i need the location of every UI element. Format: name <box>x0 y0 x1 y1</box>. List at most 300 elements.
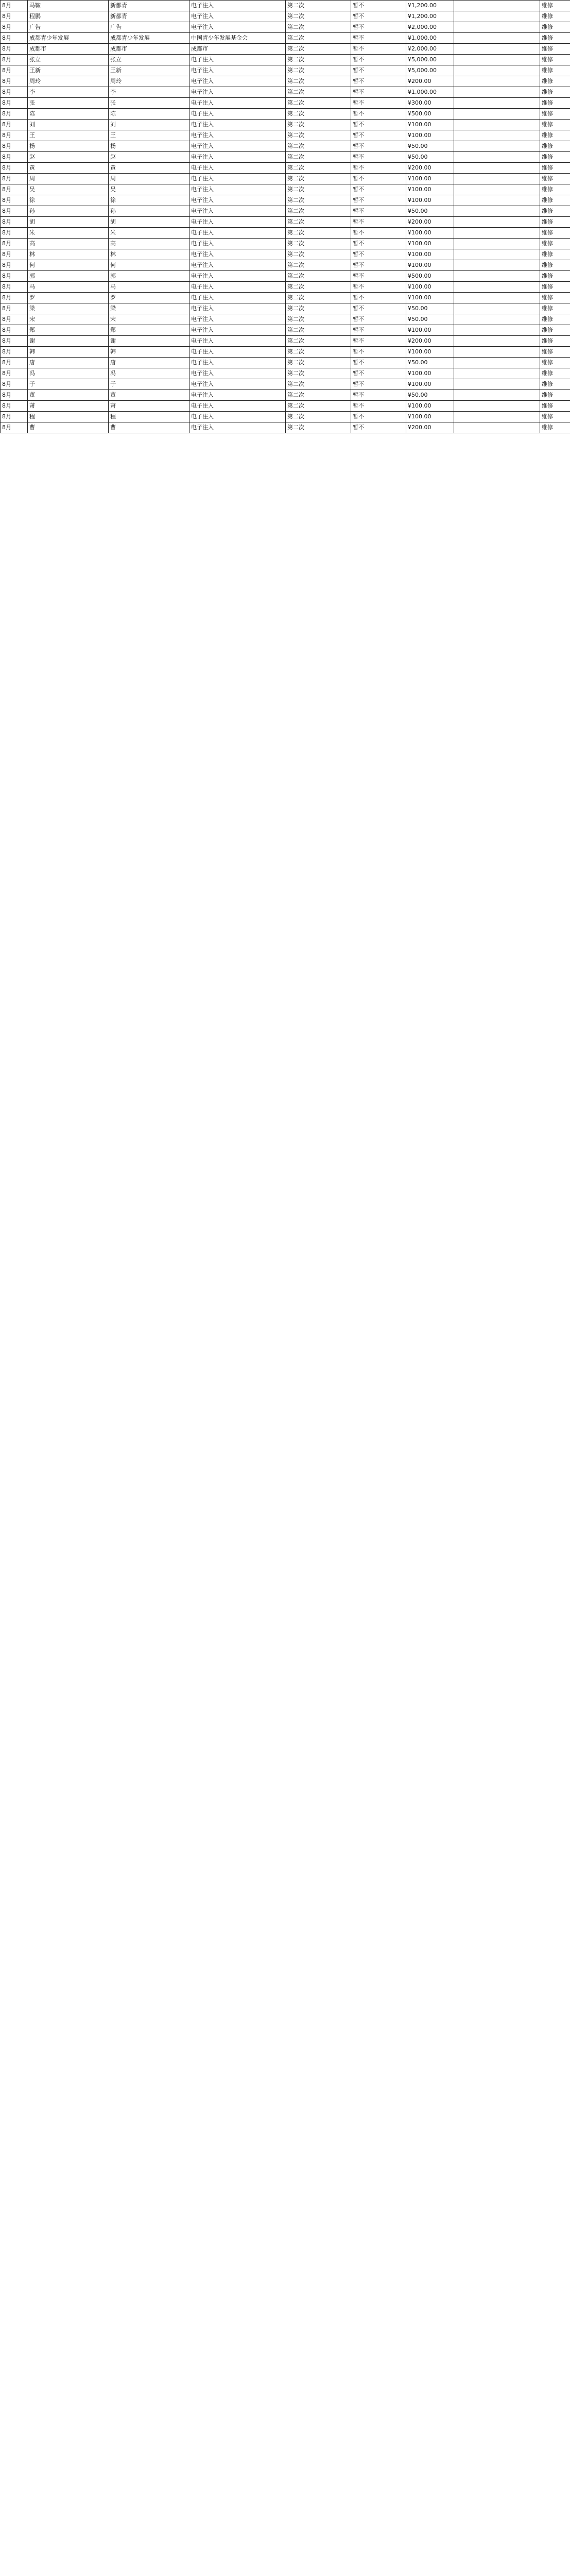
cell-batch: 第二次 <box>286 422 351 433</box>
cell-category: 维修 <box>540 174 570 184</box>
cell-status: 暂不 <box>351 228 406 239</box>
cell-amount: ¥100.00 <box>406 130 454 141</box>
cell-month: 8月 <box>1 22 28 33</box>
cell-amount: ¥1,000.00 <box>406 87 454 98</box>
cell-batch: 第二次 <box>286 120 351 130</box>
cell-status: 暂不 <box>351 76 406 87</box>
cell-project: 电子注入 <box>189 120 286 130</box>
table-row <box>1 98 570 109</box>
cell-status: 暂不 <box>351 271 406 282</box>
cell-batch: 第二次 <box>286 271 351 282</box>
cell-status: 暂不 <box>351 152 406 163</box>
cell-month: 8月 <box>1 33 28 44</box>
cell-status: 暂不 <box>351 33 406 44</box>
cell-unit: 孙 <box>109 206 189 217</box>
cell-category: 维修 <box>540 314 570 325</box>
table-row <box>1 22 570 33</box>
cell-month: 8月 <box>1 163 28 174</box>
cell-unit: 王 <box>109 130 189 141</box>
cell-category: 维修 <box>540 390 570 401</box>
cell-project: 电子注入 <box>189 358 286 368</box>
cell-project: 电子注入 <box>189 390 286 401</box>
cell-project: 电子注入 <box>189 1 286 11</box>
cell-unit: 新都青 <box>109 1 189 11</box>
cell-batch: 第二次 <box>286 44 351 55</box>
cell-amount: ¥200.00 <box>406 422 454 433</box>
cell-batch: 第二次 <box>286 141 351 152</box>
cell-status: 暂不 <box>351 325 406 336</box>
cell-unit: 陈 <box>109 109 189 120</box>
cell-note <box>454 379 540 390</box>
cell-name: 杨 <box>28 141 109 152</box>
cell-category: 维修 <box>540 206 570 217</box>
table-row <box>1 412 570 422</box>
cell-unit: 张 <box>109 98 189 109</box>
cell-batch: 第二次 <box>286 184 351 195</box>
cell-category: 维修 <box>540 98 570 109</box>
cell-amount: ¥50.00 <box>406 390 454 401</box>
table-row <box>1 260 570 271</box>
cell-project: 中国青少年发展基金会 <box>189 33 286 44</box>
cell-note <box>454 325 540 336</box>
cell-month: 8月 <box>1 174 28 184</box>
cell-name: 胡 <box>28 217 109 228</box>
table-row <box>1 303 570 314</box>
cell-note <box>454 130 540 141</box>
cell-month: 8月 <box>1 76 28 87</box>
cell-month: 8月 <box>1 98 28 109</box>
cell-category: 维修 <box>540 217 570 228</box>
cell-unit: 成都市 <box>109 44 189 55</box>
cell-status: 暂不 <box>351 184 406 195</box>
cell-amount: ¥300.00 <box>406 98 454 109</box>
cell-note <box>454 141 540 152</box>
cell-batch: 第二次 <box>286 174 351 184</box>
cell-unit: 周玲 <box>109 76 189 87</box>
cell-name: 张 <box>28 98 109 109</box>
cell-status: 暂不 <box>351 163 406 174</box>
table-row <box>1 325 570 336</box>
cell-note <box>454 55 540 65</box>
cell-status: 暂不 <box>351 358 406 368</box>
cell-status: 暂不 <box>351 130 406 141</box>
cell-project: 电子注入 <box>189 303 286 314</box>
cell-category: 维修 <box>540 401 570 412</box>
table-row <box>1 347 570 358</box>
cell-status: 暂不 <box>351 87 406 98</box>
cell-project: 电子注入 <box>189 87 286 98</box>
cell-category: 维修 <box>540 44 570 55</box>
cell-batch: 第二次 <box>286 282 351 293</box>
cell-amount: ¥100.00 <box>406 174 454 184</box>
cell-project: 电子注入 <box>189 184 286 195</box>
cell-project: 电子注入 <box>189 174 286 184</box>
cell-amount: ¥100.00 <box>406 228 454 239</box>
cell-amount: ¥100.00 <box>406 282 454 293</box>
cell-name: 吴 <box>28 184 109 195</box>
table-row <box>1 336 570 347</box>
cell-unit: 郑 <box>109 325 189 336</box>
cell-batch: 第二次 <box>286 98 351 109</box>
cell-month: 8月 <box>1 44 28 55</box>
cell-category: 维修 <box>540 1 570 11</box>
cell-batch: 第二次 <box>286 228 351 239</box>
cell-batch: 第二次 <box>286 249 351 260</box>
cell-amount: ¥100.00 <box>406 368 454 379</box>
cell-note <box>454 422 540 433</box>
cell-batch: 第二次 <box>286 217 351 228</box>
cell-project: 电子注入 <box>189 228 286 239</box>
cell-name: 孙 <box>28 206 109 217</box>
cell-amount: ¥50.00 <box>406 152 454 163</box>
cell-note <box>454 239 540 249</box>
cell-amount: ¥100.00 <box>406 239 454 249</box>
cell-batch: 第二次 <box>286 336 351 347</box>
cell-batch: 第二次 <box>286 87 351 98</box>
cell-month: 8月 <box>1 239 28 249</box>
cell-category: 维修 <box>540 65 570 76</box>
cell-month: 8月 <box>1 325 28 336</box>
cell-name: 于 <box>28 379 109 390</box>
cell-month: 8月 <box>1 65 28 76</box>
cell-unit: 朱 <box>109 228 189 239</box>
cell-amount: ¥100.00 <box>406 293 454 303</box>
cell-note <box>454 206 540 217</box>
cell-category: 维修 <box>540 271 570 282</box>
ledger-sheet <box>0 0 570 433</box>
cell-category: 维修 <box>540 141 570 152</box>
cell-month: 8月 <box>1 55 28 65</box>
cell-status: 暂不 <box>351 11 406 22</box>
cell-category: 维修 <box>540 76 570 87</box>
cell-amount: ¥200.00 <box>406 163 454 174</box>
cell-month: 8月 <box>1 109 28 120</box>
table-row <box>1 11 570 22</box>
cell-name: 黄 <box>28 163 109 174</box>
cell-unit: 周 <box>109 174 189 184</box>
cell-amount: ¥100.00 <box>406 120 454 130</box>
cell-month: 8月 <box>1 422 28 433</box>
table-row <box>1 293 570 303</box>
cell-month: 8月 <box>1 358 28 368</box>
cell-amount: ¥500.00 <box>406 271 454 282</box>
table-row <box>1 368 570 379</box>
table-row <box>1 109 570 120</box>
cell-status: 暂不 <box>351 109 406 120</box>
cell-name: 郭 <box>28 271 109 282</box>
cell-batch: 第二次 <box>286 314 351 325</box>
cell-status: 暂不 <box>351 314 406 325</box>
cell-amount: ¥200.00 <box>406 336 454 347</box>
cell-batch: 第二次 <box>286 260 351 271</box>
cell-status: 暂不 <box>351 390 406 401</box>
cell-project: 电子注入 <box>189 401 286 412</box>
cell-unit: 梁 <box>109 303 189 314</box>
cell-name: 马鞍 <box>28 1 109 11</box>
table-row <box>1 55 570 65</box>
cell-category: 维修 <box>540 55 570 65</box>
cell-batch: 第二次 <box>286 379 351 390</box>
cell-note <box>454 314 540 325</box>
cell-name: 何 <box>28 260 109 271</box>
cell-category: 维修 <box>540 87 570 98</box>
cell-batch: 第二次 <box>286 368 351 379</box>
cell-note <box>454 293 540 303</box>
cell-unit: 李 <box>109 87 189 98</box>
cell-unit: 张立 <box>109 55 189 65</box>
cell-name: 宋 <box>28 314 109 325</box>
ledger-body <box>1 1 570 433</box>
table-row <box>1 390 570 401</box>
cell-batch: 第二次 <box>286 358 351 368</box>
cell-category: 维修 <box>540 120 570 130</box>
cell-unit: 胡 <box>109 217 189 228</box>
table-row <box>1 195 570 206</box>
cell-month: 8月 <box>1 368 28 379</box>
cell-amount: ¥100.00 <box>406 195 454 206</box>
cell-month: 8月 <box>1 87 28 98</box>
cell-status: 暂不 <box>351 141 406 152</box>
cell-note <box>454 217 540 228</box>
cell-unit: 徐 <box>109 195 189 206</box>
cell-note <box>454 412 540 422</box>
cell-unit: 唐 <box>109 358 189 368</box>
cell-name: 谢 <box>28 336 109 347</box>
cell-amount: ¥50.00 <box>406 206 454 217</box>
cell-name: 韩 <box>28 347 109 358</box>
cell-name: 王新 <box>28 65 109 76</box>
cell-month: 8月 <box>1 184 28 195</box>
cell-name: 董 <box>28 390 109 401</box>
table-row <box>1 65 570 76</box>
cell-batch: 第二次 <box>286 152 351 163</box>
cell-note <box>454 1 540 11</box>
cell-batch: 第二次 <box>286 412 351 422</box>
table-row <box>1 228 570 239</box>
cell-month: 8月 <box>1 217 28 228</box>
cell-amount: ¥5,000.00 <box>406 55 454 65</box>
cell-name: 高 <box>28 239 109 249</box>
cell-unit: 程 <box>109 412 189 422</box>
cell-note <box>454 347 540 358</box>
cell-note <box>454 228 540 239</box>
cell-name: 程鹏 <box>28 11 109 22</box>
cell-month: 8月 <box>1 195 28 206</box>
cell-unit: 刘 <box>109 120 189 130</box>
cell-category: 维修 <box>540 130 570 141</box>
cell-project: 电子注入 <box>189 98 286 109</box>
cell-amount: ¥100.00 <box>406 379 454 390</box>
cell-note <box>454 163 540 174</box>
cell-amount: ¥1,000.00 <box>406 33 454 44</box>
cell-batch: 第二次 <box>286 65 351 76</box>
cell-batch: 第二次 <box>286 206 351 217</box>
cell-project: 电子注入 <box>189 109 286 120</box>
cell-month: 8月 <box>1 293 28 303</box>
table-row <box>1 184 570 195</box>
cell-status: 暂不 <box>351 98 406 109</box>
cell-note <box>454 76 540 87</box>
cell-amount: ¥50.00 <box>406 303 454 314</box>
cell-month: 8月 <box>1 11 28 22</box>
cell-name: 周玲 <box>28 76 109 87</box>
cell-note <box>454 22 540 33</box>
cell-month: 8月 <box>1 390 28 401</box>
cell-project: 电子注入 <box>189 163 286 174</box>
cell-amount: ¥1,200.00 <box>406 1 454 11</box>
cell-status: 暂不 <box>351 401 406 412</box>
cell-month: 8月 <box>1 282 28 293</box>
cell-unit: 冯 <box>109 368 189 379</box>
cell-month: 8月 <box>1 130 28 141</box>
cell-unit: 韩 <box>109 347 189 358</box>
cell-status: 暂不 <box>351 379 406 390</box>
cell-category: 维修 <box>540 303 570 314</box>
cell-status: 暂不 <box>351 412 406 422</box>
cell-unit: 新都青 <box>109 11 189 22</box>
cell-note <box>454 87 540 98</box>
cell-name: 萧 <box>28 401 109 412</box>
cell-status: 暂不 <box>351 120 406 130</box>
cell-amount: ¥100.00 <box>406 249 454 260</box>
cell-project: 电子注入 <box>189 422 286 433</box>
cell-note <box>454 109 540 120</box>
cell-category: 维修 <box>540 368 570 379</box>
cell-category: 维修 <box>540 163 570 174</box>
cell-name: 陈 <box>28 109 109 120</box>
cell-unit: 董 <box>109 390 189 401</box>
cell-category: 维修 <box>540 195 570 206</box>
cell-project: 电子注入 <box>189 130 286 141</box>
cell-note <box>454 303 540 314</box>
cell-amount: ¥50.00 <box>406 314 454 325</box>
cell-note <box>454 152 540 163</box>
cell-unit: 于 <box>109 379 189 390</box>
cell-status: 暂不 <box>351 249 406 260</box>
cell-batch: 第二次 <box>286 401 351 412</box>
cell-batch: 第二次 <box>286 239 351 249</box>
cell-amount: ¥100.00 <box>406 325 454 336</box>
cell-amount: ¥100.00 <box>406 401 454 412</box>
cell-batch: 第二次 <box>286 130 351 141</box>
cell-status: 暂不 <box>351 260 406 271</box>
cell-category: 维修 <box>540 412 570 422</box>
cell-unit: 吴 <box>109 184 189 195</box>
cell-unit: 林 <box>109 249 189 260</box>
cell-amount: ¥500.00 <box>406 109 454 120</box>
cell-note <box>454 44 540 55</box>
cell-category: 维修 <box>540 33 570 44</box>
cell-note <box>454 368 540 379</box>
cell-note <box>454 195 540 206</box>
cell-status: 暂不 <box>351 347 406 358</box>
cell-note <box>454 249 540 260</box>
cell-project: 成都市 <box>189 44 286 55</box>
table-row <box>1 358 570 368</box>
table-row <box>1 1 570 11</box>
cell-note <box>454 65 540 76</box>
cell-name: 王 <box>28 130 109 141</box>
cell-name: 曹 <box>28 422 109 433</box>
cell-status: 暂不 <box>351 422 406 433</box>
cell-name: 马 <box>28 282 109 293</box>
cell-name: 罗 <box>28 293 109 303</box>
cell-project: 电子注入 <box>189 55 286 65</box>
cell-unit: 曹 <box>109 422 189 433</box>
cell-name: 成都市 <box>28 44 109 55</box>
cell-category: 维修 <box>540 152 570 163</box>
cell-unit: 成都青少年发展 <box>109 33 189 44</box>
cell-unit: 何 <box>109 260 189 271</box>
cell-unit: 杨 <box>109 141 189 152</box>
cell-month: 8月 <box>1 1 28 11</box>
cell-note <box>454 98 540 109</box>
cell-name: 朱 <box>28 228 109 239</box>
cell-month: 8月 <box>1 120 28 130</box>
cell-batch: 第二次 <box>286 11 351 22</box>
cell-batch: 第二次 <box>286 163 351 174</box>
cell-status: 暂不 <box>351 195 406 206</box>
cell-project: 电子注入 <box>189 379 286 390</box>
cell-project: 电子注入 <box>189 239 286 249</box>
cell-name: 程 <box>28 412 109 422</box>
cell-month: 8月 <box>1 249 28 260</box>
cell-category: 维修 <box>540 293 570 303</box>
cell-note <box>454 390 540 401</box>
cell-month: 8月 <box>1 401 28 412</box>
cell-batch: 第二次 <box>286 1 351 11</box>
table-row <box>1 314 570 325</box>
cell-name: 广告 <box>28 22 109 33</box>
table-row <box>1 379 570 390</box>
cell-amount: ¥50.00 <box>406 358 454 368</box>
table-row <box>1 422 570 433</box>
cell-category: 维修 <box>540 379 570 390</box>
cell-month: 8月 <box>1 152 28 163</box>
cell-name: 唐 <box>28 358 109 368</box>
cell-status: 暂不 <box>351 239 406 249</box>
cell-project: 电子注入 <box>189 282 286 293</box>
table-row <box>1 282 570 293</box>
table-row <box>1 271 570 282</box>
cell-project: 电子注入 <box>189 249 286 260</box>
table-row <box>1 239 570 249</box>
cell-name: 张立 <box>28 55 109 65</box>
cell-amount: ¥100.00 <box>406 184 454 195</box>
cell-amount: ¥100.00 <box>406 412 454 422</box>
cell-project: 电子注入 <box>189 347 286 358</box>
cell-category: 维修 <box>540 260 570 271</box>
cell-month: 8月 <box>1 412 28 422</box>
cell-note <box>454 174 540 184</box>
cell-month: 8月 <box>1 314 28 325</box>
cell-category: 维修 <box>540 22 570 33</box>
cell-unit: 高 <box>109 239 189 249</box>
cell-name: 成都青少年发展 <box>28 33 109 44</box>
cell-category: 维修 <box>540 249 570 260</box>
cell-project: 电子注入 <box>189 152 286 163</box>
cell-category: 维修 <box>540 358 570 368</box>
cell-project: 电子注入 <box>189 195 286 206</box>
cell-unit: 罗 <box>109 293 189 303</box>
table-row <box>1 217 570 228</box>
cell-name: 赵 <box>28 152 109 163</box>
cell-batch: 第二次 <box>286 303 351 314</box>
cell-amount: ¥2,000.00 <box>406 22 454 33</box>
cell-status: 暂不 <box>351 65 406 76</box>
cell-project: 电子注入 <box>189 260 286 271</box>
cell-project: 电子注入 <box>189 336 286 347</box>
